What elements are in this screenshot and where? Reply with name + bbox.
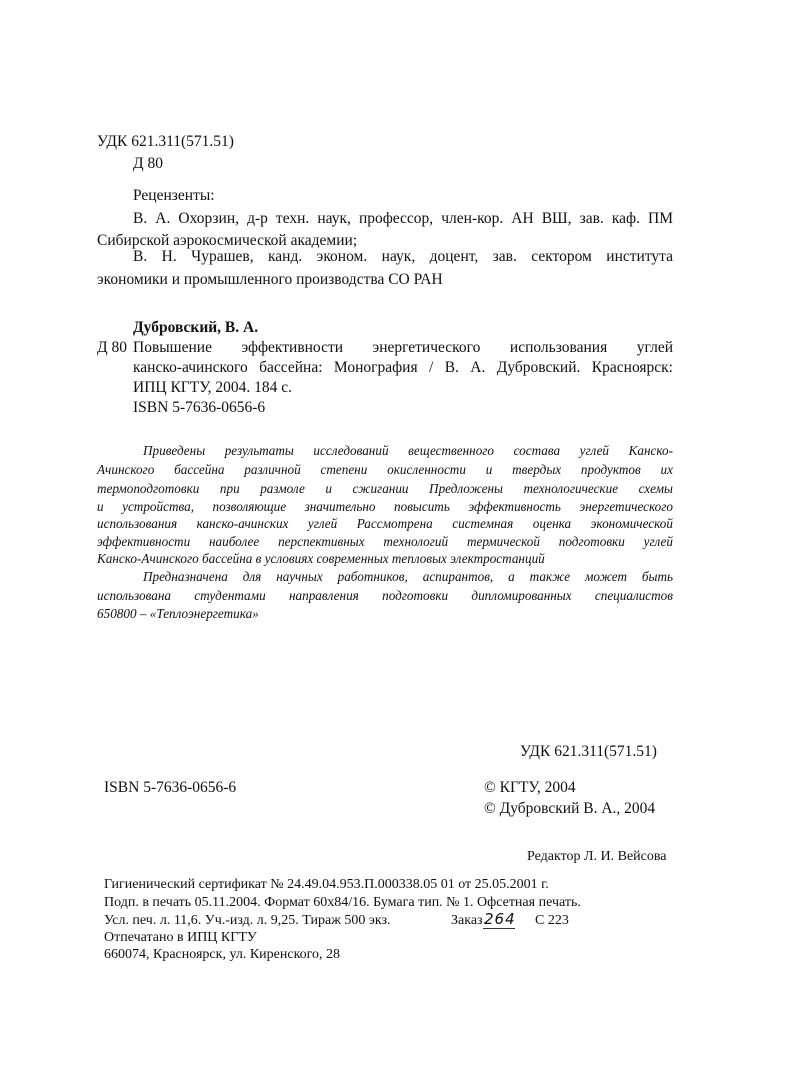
editor: Редактор Л. И. Вейсова [527, 849, 667, 864]
abstract-line-7: Канско-Ачинского бассейна в условиях современных тепловых электростанций [97, 551, 545, 566]
abstract-line-5: использования канско-ачинских углей Рассмотрена системная оценка экономической [97, 516, 673, 531]
abstract-line-2: Ачинского бассейна различной степени окисленности и твердых продуктов их [97, 462, 673, 477]
bib-title-line-3: ИПЦ КГТУ, 2004. 184 с. [133, 379, 293, 396]
abstract-audience-line-3: 650800 – «Теплоэнергетика» [97, 606, 259, 621]
abstract-line-3: термоподготовки при размоле и сжигании Предложены технологические схемы [97, 481, 673, 496]
imprint-signed: Подп. в печать 05.11.2004. Формат 60х84/16. Бумага тип. № 1. Офсетная печать. [104, 895, 581, 910]
imprint-order-code: С 223 [535, 913, 569, 928]
bbk-code-top: Д 80 [133, 155, 163, 172]
bib-title-line-2: канско-ачинского бассейна: Монография / В. А. Дубровский. Красноярск: [133, 359, 673, 376]
copyright-author: © Дубровский В. А., 2004 [484, 800, 656, 817]
bib-author: Дубровский, В. А. [133, 319, 259, 336]
imprint-printed-at: Отпечатано в ИПЦ КГТУ [104, 930, 257, 945]
reviewer-2-line-2: экономики и промышленного производства СО РАН [97, 271, 443, 288]
udk-code-bottom: УДК 621.311(571.51) [520, 743, 657, 760]
isbn-bottom: ISBN 5-7636-0656-6 [104, 779, 237, 796]
reviewer-1-line-2: Сибирской аэрокосмической академии; [97, 232, 358, 249]
abstract-line-1: Приведены результаты исследований вещественного состава углей Канско- [143, 443, 673, 458]
imprint-sheets: Усл. печ. л. 11,6. Уч.-изд. л. 9,25. Тираж 500 экз. [104, 913, 391, 928]
abstract-audience-line-1: Предназначена для научных работников, аспирантов, а также может быть [143, 569, 673, 584]
order-underline [483, 928, 515, 929]
abstract-line-4: и устройства, позволяющие значительно повысить эффективность энергетического [97, 499, 673, 514]
bib-title-line-1: Повышение эффективности энергетического использования углей [133, 339, 673, 356]
imprint-hygiene: Гигиенический сертификат № 24.49.04.953.П.000338.05 01 от 25.05.2001 г. [104, 877, 549, 892]
abstract-line-6: эффективности наиболее перспективных технологий термической подготовки углей [97, 534, 673, 549]
imprint-address: 660074, Красноярск, ул. Киренского, 28 [104, 947, 341, 962]
imprint-order-number: 264 [484, 910, 516, 928]
imprint-order-label: Заказ [451, 913, 483, 928]
reviewers-heading: Рецензенты: [133, 187, 215, 204]
bib-isbn: ISBN 5-7636-0656-6 [133, 399, 266, 416]
abstract-audience-line-2: использована студентами направления подготовки дипломированных специалистов [97, 588, 673, 603]
reviewer-2-line-1: В. Н. Чурашев, канд. эконом. наук, доцент, зав. сектором института [133, 248, 673, 265]
udk-code-top: УДК 621.311(571.51) [97, 133, 234, 150]
copyright-publisher: © КГТУ, 2004 [484, 779, 576, 796]
reviewer-1-line-1: В. А. Охорзин, д-р техн. наук, профессор, член-кор. АН ВШ, зав. каф. ПМ [133, 210, 673, 227]
bib-code: Д 80 [97, 339, 127, 356]
